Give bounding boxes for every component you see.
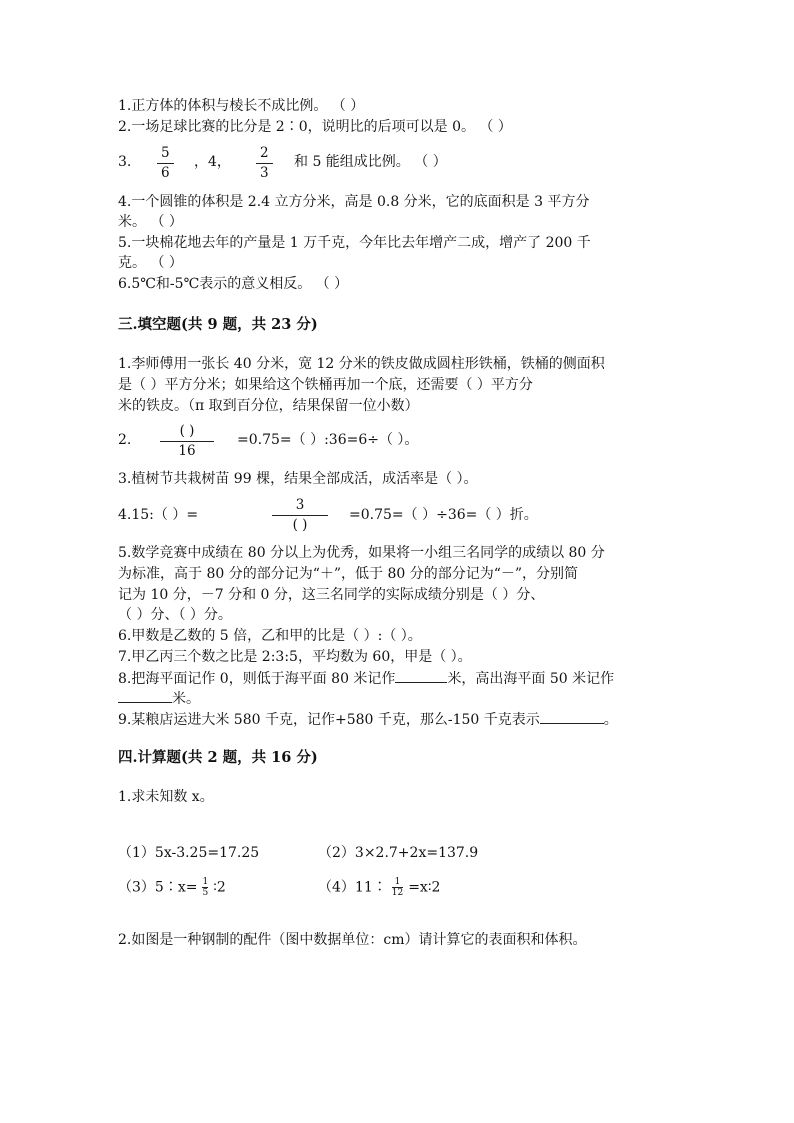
- fraction-numerator: 5: [161, 145, 170, 161]
- fill-q4-head: 4.15:（ ）=: [118, 507, 199, 523]
- calc-eq-3: [118, 877, 226, 898]
- fill-q4-fraction: [272, 498, 328, 533]
- fraction-denominator: 16: [178, 443, 196, 459]
- fraction-numerator: 1: [202, 877, 209, 887]
- fill-q5-line-1: 5.数学竞赛中成绩在 80 分以上为优秀，如果将一小组三名同学的成绩以 80 分: [118, 545, 605, 561]
- fill-q4-tail: =0.75=（ ）÷36=（ ）折。: [349, 507, 538, 523]
- calc-q2-title: 2.如图是一种钢制的配件（图中数据单位：cm）请计算它的表面积和体积。: [118, 932, 587, 948]
- judge-q3-fraction-2: [256, 146, 273, 181]
- calc-eq-4-tail: =x∶2: [408, 879, 441, 896]
- fill-q8-part-b: 米，高出海平面 50 米记作: [447, 671, 615, 687]
- judge-q4-line-1: 4.一个圆锥的体积是 2.4 立方分米，高是 0.8 分米，它的底面积是 3 平方分: [118, 194, 590, 210]
- calc-eq-3-fraction: [202, 877, 208, 898]
- judge-q3-number: 3.: [118, 154, 132, 170]
- fill-q8-part-a: 8.把海平面记作 0，则低于海平面 80 米记作: [118, 671, 396, 687]
- calc-q1-title: 1.求未知数 x。: [118, 789, 214, 805]
- calc-eq-4-fraction: [392, 877, 403, 898]
- fill-q8-line-1: [118, 668, 614, 689]
- fill-q1-line-3: 米的铁皮。（π 取到百分位，结果保留一位小数）: [118, 398, 419, 414]
- judge-q5-line-1: 5.一块棉花地去年的产量是 1 万千克，今年比去年增产二成，增产了 200 千: [118, 235, 591, 251]
- judge-q2: 2.一场足球比赛的比分是 2∶0，说明比的后项可以是 0。 （ ）: [118, 119, 512, 135]
- fraction-denominator: 5: [202, 888, 209, 898]
- answer-blank[interactable]: [540, 709, 604, 724]
- fill-q2-tail: =0.75=（ ）:36=6÷（ ）。: [237, 432, 419, 448]
- fill-q8-line-2: [118, 688, 200, 709]
- fill-q5-line-4: （ ）分、（ ）分。: [118, 607, 232, 623]
- fill-q7: 7.甲乙丙三个数之比是 2:3:5，平均数为 60，甲是（ ）。: [118, 649, 472, 665]
- fill-q5-line-2: 为标准，高于 80 分的部分记为“＋”，低于 80 分的部分记为“－”，分别简: [118, 566, 579, 582]
- calc-eq-3-head: （3）5∶x=: [118, 879, 198, 896]
- fill-q1-line-2: 是（ ）平方分米；如果给这个铁桶再加一个底，还需要（ ）平方分: [118, 377, 533, 393]
- judge-q6: 6.5℃和-5℃表示的意义相反。 （ ）: [118, 276, 349, 292]
- calc-section-title: 四.计算题(共 2 题，共 16 分): [118, 749, 318, 766]
- judge-q3-tail: 和 5 能组成比例。 （ ）: [294, 154, 447, 170]
- fill-q9-part-b: 。: [603, 712, 618, 728]
- fill-section-title: 三.填空题(共 9 题，共 23 分): [118, 316, 318, 333]
- fill-q5-line-3: 记为 10 分，－7 分和 0 分，这三名同学的实际成绩分别是（ ）分、: [118, 587, 545, 603]
- calc-eq-4-head: （4）11∶: [318, 879, 387, 896]
- fill-q9: [118, 709, 618, 730]
- answer-blank[interactable]: [118, 688, 172, 703]
- fraction-numerator: 1: [394, 877, 401, 887]
- fill-q3: 3.植树节共栽树苗 99 棵，结果全部成活，成活率是（ ）。: [118, 471, 478, 487]
- fraction-numerator: 3: [295, 497, 305, 513]
- calc-eq-1: （1）5x-3.25=17.25: [118, 845, 260, 861]
- fraction-numerator: ( ): [179, 423, 195, 439]
- calc-eq-3-tail: ∶2: [213, 879, 226, 896]
- calc-eq-2: （2）3×2.7+2x=137.9: [318, 845, 479, 861]
- judge-q5-line-2: 克。 （ ）: [118, 255, 183, 271]
- fill-q9-part-a: 9.某粮店运进大米 580 千克，记作+580 千克，那么-150 千克表示: [118, 712, 540, 728]
- fill-q1-line-1: 1.李师傅用一张长 40 分米，宽 12 分米的铁皮做成圆柱形铁桶，铁桶的侧面积: [118, 356, 605, 372]
- fraction-denominator: 3: [260, 165, 269, 181]
- judge-q1: 1.正方体的体积与棱长不成比例。 （ ）: [118, 98, 365, 114]
- judge-q3-fraction-1: [157, 146, 174, 181]
- fill-q2-number: 2.: [118, 432, 132, 448]
- fill-q8-part-c: 米。: [172, 691, 200, 707]
- answer-blank[interactable]: [395, 668, 447, 683]
- fraction-denominator: 6: [161, 165, 170, 181]
- fill-q6: 6.甲数是乙数的 5 倍，乙和甲的比是（ ）:（ ）。: [118, 628, 422, 644]
- fraction-denominator: 12: [391, 888, 404, 898]
- judge-q4-line-2: 米。 （ ）: [118, 214, 183, 230]
- fraction-numerator: 2: [260, 145, 269, 161]
- calc-eq-4: [318, 877, 440, 898]
- judge-q3-middle: ，4，: [194, 154, 231, 170]
- fraction-denominator: ( ): [292, 517, 308, 533]
- fill-q2-fraction: [160, 424, 214, 459]
